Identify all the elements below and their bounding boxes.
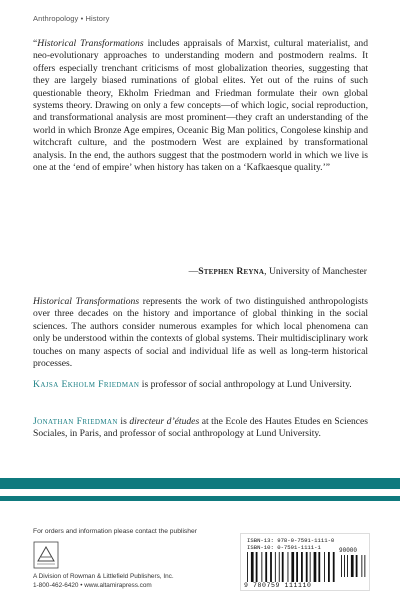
description-book-title: Historical Transformations [33, 296, 140, 307]
quote-attribution [189, 266, 367, 277]
isbn-13: ISBN-13: 978-0-7591-1111-0 [247, 537, 335, 544]
barcode-digits: 9 780759 111110 [244, 582, 312, 589]
barcode-bar [351, 555, 354, 577]
barcode-bar [279, 552, 280, 582]
barcode-bar [310, 552, 311, 582]
attribution-name: Stephen Reyna [198, 266, 265, 277]
accent-band-top [0, 478, 400, 489]
author-name-2: Jonathan Friedman [33, 416, 118, 427]
barcode [247, 552, 337, 582]
barcode-bar [282, 552, 284, 582]
barcode-bar [251, 552, 254, 582]
quote-book-title: Historical Transformations [37, 38, 144, 49]
price-barcode [341, 555, 367, 585]
barcode-bar [314, 552, 317, 582]
barcode-bar [324, 552, 325, 582]
attribution-affiliation: , University of Manchester [264, 266, 367, 277]
barcode-bar [347, 555, 348, 577]
barcode-bar [291, 552, 294, 582]
barcode-bar [275, 552, 276, 582]
barcode-bar [265, 552, 267, 582]
barcode-bar [301, 552, 303, 582]
publisher-line: A Division of Rowman & Littlefield Publishers, Inc. [33, 573, 174, 580]
publisher-logo [33, 541, 59, 569]
accent-band-bottom [0, 496, 400, 501]
price-code: 90000 [339, 547, 358, 554]
author-name-1: Kajsa Ekholm Friedman [33, 379, 140, 390]
description-text: represents the work of two distinguished anthropologists over three decades on the history and importance of global thinking in the social sciences. The authors consider numerous examples for which local phenomena can only be understood within the contexts of global systems. Their multidisciplinary work touches on many aspects of social and individual life as well as long-term historical processes. [33, 296, 368, 370]
isbn-10: ISBN-10: 0-7591-1111-1 [247, 544, 321, 551]
barcode-bar [256, 552, 258, 582]
order-note: For orders and information please contact the publisher [33, 528, 197, 535]
category-label: Anthropology • History [33, 14, 110, 23]
barcode-bar [341, 555, 342, 577]
attribution-dash: — [188, 266, 199, 277]
barcode-bar [364, 555, 365, 577]
barcode-bar [333, 552, 335, 582]
barcode-bar [361, 555, 362, 577]
barcode-bar [296, 552, 298, 582]
author-bio-text-1: is professor of social anthropology at Lund University. [139, 379, 352, 390]
author-bio-text-2: at the Ecole des Hautes Etudes en Sciences Sociales, in Paris, and professor of social anthropology at Lund University. [33, 416, 368, 440]
book-description [33, 296, 368, 370]
author-bio-2 [33, 416, 368, 441]
barcode-bar [356, 555, 358, 577]
author-bio-1 [33, 379, 368, 391]
barcode-bar [318, 552, 320, 582]
quote-text: includes appraisals of Marxist, cultural materialist, and neo-evolutionary approaches to understanding modern and postmodern realms. It offers especially trenchant criticisms of most globalization theories, suggesting that they are largely biased ruminations of global elites. Yet out of the ruins of such questionable theory, Ekholm Friedman and Friedman formulate their own global systems theory. Drawing on only a few concepts—of which logic, social reproduction, and transformational analysis are most prominent—they craft an understanding of the world in which Bronze Age empires, Oceanic Big Man politics, Congolese kinship and witchcraft culture, and the postmodern West are explained by transformational analysis. In the end, the authors suggest that the postmodern world in which we live is one at the ‘end of empire’ when history has taken on a ‘Kafkaesque quality.’” [33, 38, 368, 174]
quote-open-mark: “ [33, 38, 38, 49]
barcode-bar [247, 552, 248, 582]
author-bio-italic-2: directeur d’études [129, 416, 200, 427]
author-bio-pre-2: is [117, 416, 130, 427]
barcode-bar [344, 555, 345, 577]
review-quote [33, 38, 368, 174]
barcode-bar [328, 552, 330, 582]
barcode-bar [261, 552, 262, 582]
contact-line: 1-800-462-6420 • www.altamirapress.com [33, 582, 152, 589]
barcode-bar [270, 552, 272, 582]
barcode-bar [288, 552, 289, 582]
barcode-bar [306, 552, 308, 582]
isbn-barcode-box [240, 533, 370, 591]
